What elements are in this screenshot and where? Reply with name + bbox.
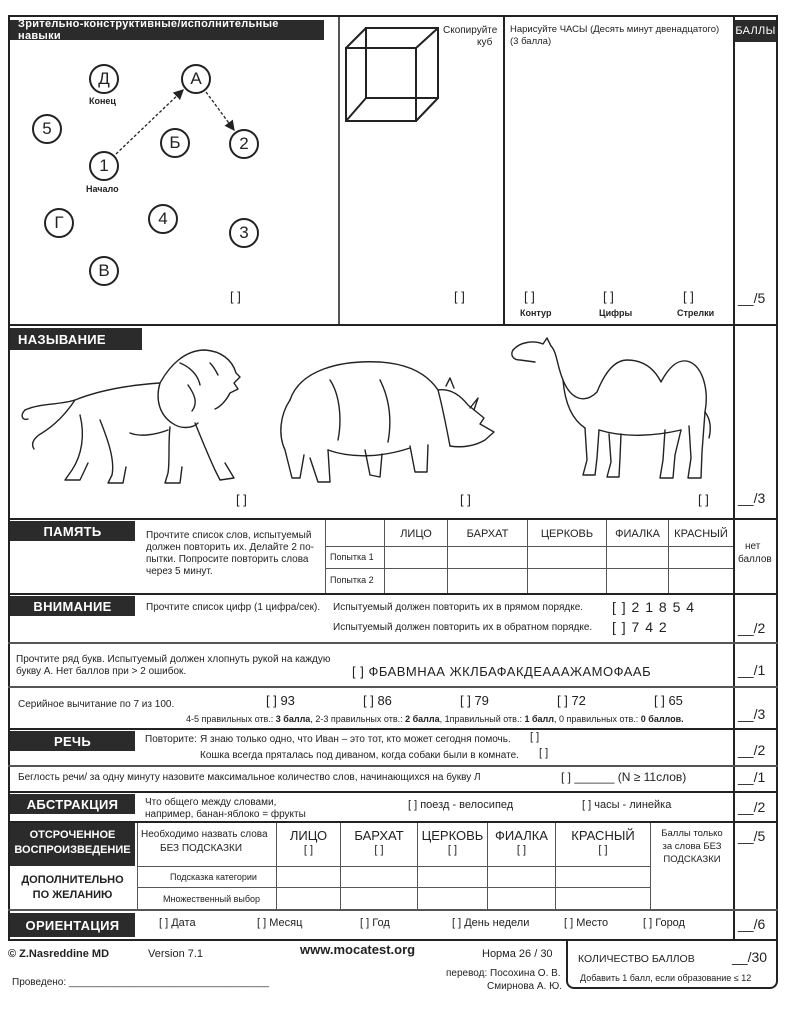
optional-header: ДОПОЛНИТЕЛЬНО ПО ЖЕЛАНИЮ — [21, 874, 124, 901]
serial-79[interactable]: [ ] 79 — [460, 693, 489, 708]
orientation-header: ОРИЕНТАЦИЯ — [10, 913, 135, 937]
multiple-choice-label: Множественный выбор — [163, 894, 261, 904]
sentence-2: Кошка всегда пряталась под диваном, когда собаки были в комнате. — [200, 750, 519, 761]
fluency-score[interactable]: __/1 — [738, 769, 766, 785]
serial-72[interactable]: [ ] 72 — [557, 693, 586, 708]
serial-65[interactable]: [ ] 65 — [654, 693, 683, 708]
letters-sequence[interactable]: [ ] ФБАВМНАА ЖКЛБАФАКДЕАААЖАМОФААБ — [352, 664, 652, 679]
abstraction-instruction-2: например, банан-яблоко = фрукты — [145, 809, 306, 820]
letters-score[interactable]: __/1 — [738, 662, 766, 678]
attention-header: ВНИМАНИЕ — [10, 596, 135, 616]
naming-rhino-bracket[interactable]: [ ] — [460, 492, 471, 507]
memory-no-points-2: баллов — [738, 554, 772, 565]
delayed-score[interactable]: __/5 — [738, 828, 766, 844]
delayed-word-red: КРАСНЫЙ — [571, 828, 635, 843]
category-cue-label: Подсказка категории — [170, 872, 257, 882]
clock-instruction-1: Нарисуйте ЧАСЫ (Десять минут двенадцатого) — [510, 24, 720, 35]
clock-hands-label: Стрелки — [677, 308, 715, 318]
delayed-note-1: Баллы только — [661, 828, 723, 839]
translation-2: Смирнова А. Ю. — [487, 981, 562, 992]
serial-score[interactable]: __/3 — [738, 706, 766, 722]
visuospatial-header: Зрительно-конструктивные/исполнительные навыки — [10, 20, 324, 40]
digits-backward[interactable]: [ ] 7 4 2 — [612, 619, 668, 635]
trail-node-b: Б — [160, 128, 190, 158]
digits-backward-text: Испытуемый должен повторить их в обратном порядке. — [333, 622, 593, 633]
website-link[interactable]: www.mocatest.org — [300, 942, 416, 957]
serial-93[interactable]: [ ] 93 — [266, 693, 295, 708]
memory-header: ПАМЯТЬ — [10, 521, 135, 541]
delayed-face-bracket[interactable]: [ ] — [303, 844, 314, 856]
delayed-daisy-bracket[interactable]: [ ] — [516, 844, 527, 856]
memory-instruction-3: пытки. Попросите повторить слова — [146, 554, 309, 565]
trail-node-g: Г — [44, 208, 74, 238]
delayed-red-bracket[interactable]: [ ] — [598, 844, 608, 856]
memory-word-church: ЦЕРКОВЬ — [540, 528, 594, 540]
trail-node-d: Д — [89, 64, 119, 94]
abstraction-instruction-1: Что общего между словами, — [145, 797, 277, 808]
clock-contour-label: Контур — [520, 308, 552, 318]
orientation-weekday[interactable]: [ ] День недели — [452, 917, 530, 929]
repeat-label: Повторите: — [145, 734, 197, 745]
fluency-count[interactable]: [ ] ______ (N ≥ 11слов) — [561, 770, 687, 784]
memory-trial-2: Попытка 2 — [330, 575, 374, 585]
clock-hands-bracket[interactable]: [ ] — [683, 289, 694, 304]
camel-icon — [505, 330, 715, 490]
digits-score[interactable]: __/2 — [738, 620, 766, 636]
delayed-velvet-bracket[interactable]: [ ] — [374, 844, 384, 856]
orientation-month[interactable]: [ ] Месяц — [257, 917, 303, 929]
abstraction-score[interactable]: __/2 — [738, 799, 766, 815]
naming-camel-bracket[interactable]: [ ] — [698, 492, 709, 507]
lion-icon — [20, 345, 250, 495]
sentence-2-bracket[interactable]: [ ] — [539, 747, 549, 759]
trail-node-3: 3 — [229, 218, 259, 248]
digits-forward[interactable]: [ ] 2 1 8 5 4 — [612, 599, 696, 615]
version: Version 7.1 — [148, 948, 204, 960]
trail-bracket[interactable]: [ ] — [230, 289, 241, 304]
language-header: РЕЧЬ — [10, 731, 135, 751]
cube-icon — [342, 24, 442, 124]
norm: Норма 26 / 30 — [482, 948, 553, 960]
serial-86[interactable]: [ ] 86 — [363, 693, 392, 708]
abstraction-pair-2[interactable]: [ ] часы - линейка — [582, 799, 672, 811]
memory-trial-1: Попытка 1 — [330, 552, 374, 562]
trail-node-v: В — [89, 256, 119, 286]
letters-instruction-2: букву А. Нет баллов при > 2 ошибок. — [16, 666, 187, 677]
memory-word-face: ЛИЦО — [400, 528, 432, 540]
orientation-score[interactable]: __/6 — [738, 916, 766, 932]
delayed-word-church: ЦЕРКОВЬ — [421, 828, 484, 843]
sentence-1-bracket[interactable]: [ ] — [530, 731, 540, 743]
fluency-instruction: Беглость речи/ за одну минуту назовите максимальное количество слов, начинающихся на букву Л — [18, 772, 481, 783]
naming-score[interactable]: __/3 — [738, 490, 766, 506]
rhino-icon — [270, 350, 500, 500]
orientation-city[interactable]: [ ] Город — [643, 917, 685, 929]
delayed-instruction-2: БЕЗ ПОДСКАЗКИ — [160, 843, 243, 854]
naming-header: НАЗЫВАНИЕ — [10, 328, 142, 350]
total-score-label: КОЛИЧЕСТВО БАЛЛОВ — [578, 953, 695, 965]
copyright: © Z.Nasreddine MD — [8, 948, 110, 960]
memory-instruction-2: должен повторить их. Делайте 2 по- — [146, 542, 314, 553]
delayed-word-daisy: ФИАЛКА — [495, 828, 548, 843]
orientation-place[interactable]: [ ] Место — [564, 917, 609, 929]
clock-contour-bracket[interactable]: [ ] — [524, 289, 535, 304]
total-score[interactable]: __/30 — [732, 949, 768, 965]
cube-instruction-2: куб — [477, 37, 493, 48]
memory-no-points-1: нет — [745, 541, 761, 552]
trail-node-2: 2 — [229, 129, 259, 159]
delayed-word-velvet: БАРХАТ — [354, 828, 404, 843]
cube-bracket[interactable]: [ ] — [454, 289, 465, 304]
clock-digits-bracket[interactable]: [ ] — [603, 289, 614, 304]
orientation-year[interactable]: [ ] Год — [360, 917, 390, 929]
memory-instruction-4: через 5 минут. — [146, 566, 213, 577]
repeat-score[interactable]: __/2 — [738, 742, 766, 758]
clock-instruction-2: (3 балла) — [510, 36, 552, 47]
memory-instruction-1: Прочтите список слов, испытуемый — [146, 530, 312, 541]
abstraction-header: АБСТРАКЦИЯ — [10, 794, 135, 814]
memory-word-daisy: ФИАЛКА — [615, 528, 660, 540]
cube-instruction-1: Скопируйте — [443, 25, 498, 36]
serial-instruction: Серийное вычитание по 7 из 100. — [18, 699, 175, 710]
memory-word-red: КРАСНЫЙ — [674, 528, 728, 540]
letters-instruction-1: Прочтите ряд букв. Испытуемый должен хлопнуть рукой на каждую — [16, 654, 331, 665]
sentence-1: Я знаю только одно, что Иван – это тот, кто может сегодня помочь. — [200, 734, 511, 745]
delayed-church-bracket[interactable]: [ ] — [447, 844, 458, 856]
scores-column-header: БАЛЛЫ — [735, 20, 776, 42]
trail-node-a: А — [181, 64, 211, 94]
visuospatial-score[interactable]: __/5 — [738, 290, 766, 306]
education-note: Добавить 1 балл, если образование ≤ 12 — [580, 973, 752, 983]
conducted-by[interactable]: Проведено: ____________________________________ — [12, 977, 270, 988]
naming-lion-bracket[interactable]: [ ] — [236, 492, 247, 507]
delayed-instruction-1: Необходимо назвать слова — [141, 829, 268, 840]
abstraction-pair-1[interactable]: [ ] поезд - велосипед — [408, 799, 514, 811]
attention-instruction: Прочтите список цифр (1 цифра/сек). — [146, 602, 321, 613]
trail-node-1: 1 — [89, 151, 119, 181]
delayed-note-3: ПОДСКАЗКИ — [663, 854, 721, 865]
end-label: Конец — [89, 96, 116, 106]
trail-node-4: 4 — [148, 204, 178, 234]
delayed-word-face: ЛИЦО — [289, 828, 328, 843]
start-label: Начало — [86, 184, 119, 194]
memory-word-velvet: БАРХАТ — [466, 528, 509, 540]
clock-digits-label: Цифры — [599, 308, 633, 318]
translation-1: перевод: Посохина О. В. — [446, 968, 561, 979]
delayed-note-2: за слова БЕЗ — [662, 841, 722, 852]
orientation-date[interactable]: [ ] Дата — [159, 917, 196, 929]
trail-node-5: 5 — [32, 114, 62, 144]
delayed-recall-header: ОТСРОЧЕННОЕ ВОСПРОИЗВЕДЕНИЕ — [10, 823, 135, 866]
serial-scoring-rules: 4-5 правильных отв.: 3 балла, 2-3 правильных отв.: 2 балла, 1правильный отв.: 1 балл, 0 правильных отв.: 0 баллов. — [186, 714, 684, 724]
digits-forward-text: Испытуемый должен повторить их в прямом порядке. — [333, 602, 584, 613]
